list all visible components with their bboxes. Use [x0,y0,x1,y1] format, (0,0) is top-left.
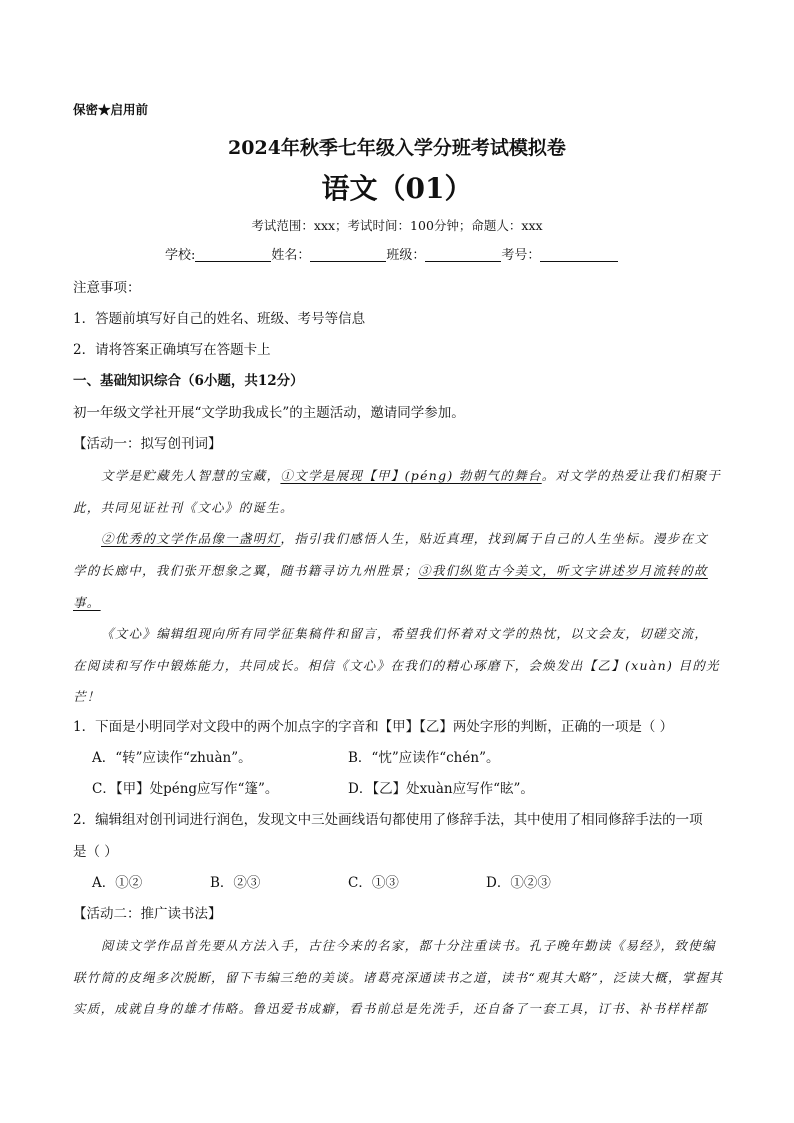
passage-line: 实质，成就自身的雄才伟略。鲁迅爱书成癖，看书前总是先洗手，还自备了一套工具，订书、补书样样都 [73,1001,708,1016]
q2-option-a[interactable]: A．①② [92,875,143,891]
note-item-1: 1．答题前填写好自己的姓名、班级、考号等信息 [73,311,366,327]
note-item-2: 2．请将答案正确填写在答题卡上 [73,342,271,358]
question-2: 2．编辑组对创刊词进行润色，发现文中三处画线语句都使用了修辞手法，其中使用了相同修辞手法的一项 [73,812,703,828]
passage-line: 阅读文学作品首先要从方法入手，古往今来的名家，都十分注重读书。孔子晚年勤读《易经》，致使编 [101,938,716,953]
notes-heading: 注意事项： [73,280,141,296]
passage-line: 此，共同见证社刊《文心》的诞生。 [73,500,294,515]
passage-text: 。对文学的热爱让我们相聚于 [541,468,722,483]
name-label: 姓名： [271,248,311,263]
q1-option-d[interactable]: D．【乙】处xuàn应写作“眩”。 [348,781,534,797]
exam-title: 2024年秋季七年级入学分班考试模拟卷 [228,137,566,159]
activity-2-heading: 【活动二：推广读书法】 [73,906,222,922]
number-label: 考号： [501,248,541,263]
class-blank[interactable] [425,247,501,262]
passage-line: 芒！ [73,689,101,704]
passage-line [101,467,721,485]
subject-title: 语文（01） [321,172,473,205]
q1-option-a[interactable]: A．“转”应读作“zhuàn”。 [92,750,252,766]
underlined-sentence-3: ③我们纵览古今美文，听文字讲述岁月流转的故 [418,563,708,578]
underlined-sentence-2: ②优秀的文学作品像一盏明灯 [101,531,281,546]
passage-line: 《文心》编辑组现向所有同学征集稿件和留言，希望我们怀着对文学的热忱，以文会友，切磋交流， [101,626,709,641]
school-blank[interactable] [195,247,271,262]
q2-option-d[interactable]: D．①②③ [486,875,551,891]
name-blank[interactable] [310,247,386,262]
passage-line: 事。 [73,595,101,610]
passage-line [101,530,708,548]
exam-info: 考试范围：xxx；考试时间：100分钟；命题人：xxx [251,218,543,233]
passage-line [73,562,708,580]
passage-text: 文学是贮藏先人智慧的宝藏， [101,468,281,483]
passage-line: 在阅读和写作中锻炼能力，共同成长。相信《文心》在我们的精心琢磨下，会焕发出【乙】(xuàn) 目的光 [73,658,720,673]
activity-1-heading: 【活动一：拟写创刊词】 [73,436,222,452]
question-2-cont: 是（ ） [73,844,118,860]
passage-line: 联竹简的皮绳多次脱断，留下韦编三绝的美谈。诸葛亮深通读书之道，读书“观其大略”，泛读大概，掌握其 [73,970,724,985]
q1-option-c[interactable]: C．【甲】处péng应写作“篷”。 [92,781,279,797]
underlined-sentence-1: ①文学是展现【甲】(péng) 勃朝气的舞台 [280,468,542,483]
class-label: 班级： [386,248,426,263]
section-heading: 一、基础知识综合（6小题，共12分） [73,373,304,389]
q1-option-b[interactable]: B．“忱”应读作“chén”。 [348,750,500,766]
student-fields [165,247,618,265]
question-1: 1．下面是小明同学对文段中的两个加点字的字音和【甲】【乙】两处字形的判断，正确的一项是（ ） [73,719,674,735]
school-label: 学校: [165,248,196,263]
passage-text: ，指引我们感悟人生，贴近真理，找到属于自己的人生坐标。漫步在文 [280,531,709,546]
confidential-label: 保密★启用前 [73,102,149,117]
q2-option-c[interactable]: C．①③ [348,875,399,891]
q2-option-b[interactable]: B．②③ [210,875,261,891]
passage-text: 学的长廊中，我们张开想象之翼，随书籍寻访九州胜景； [73,563,419,578]
section-intro: 初一年级文学社开展“文学助我成长”的主题活动，邀请同学参加。 [73,405,465,421]
number-blank[interactable] [540,247,618,262]
